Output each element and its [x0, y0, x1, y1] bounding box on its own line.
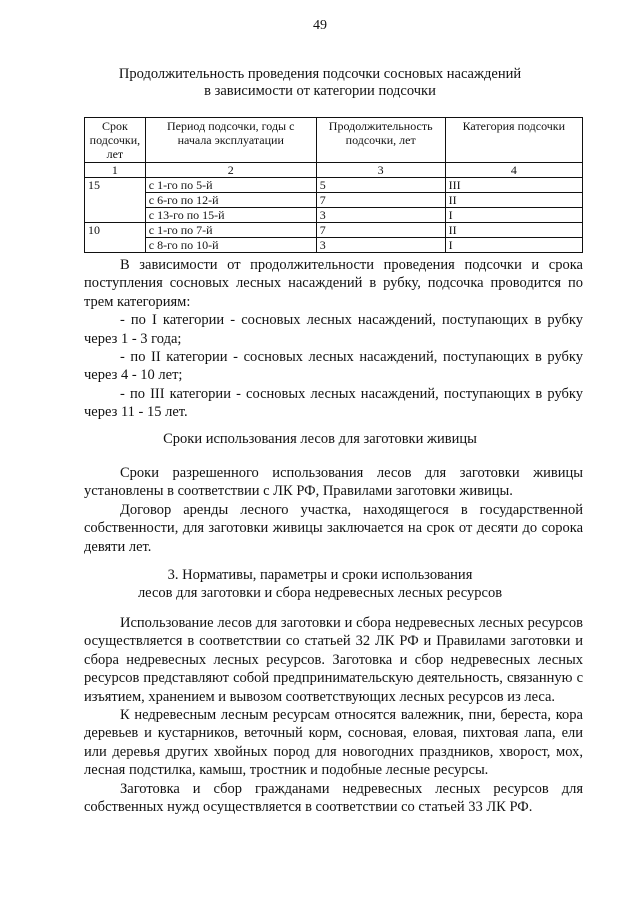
table-title — [0, 66, 640, 100]
duration-cell: 5 — [316, 178, 445, 193]
table-title-line2: в зависимости от категории подсочки — [204, 83, 436, 99]
category-cell: II — [445, 193, 582, 208]
list-item: - по I категории - сосновых лесных насаждений, поступающих в рубку через 1 - 3 года; — [84, 312, 583, 347]
section-heading-3 — [0, 566, 640, 602]
period-cell: с 1-го по 5-й — [145, 178, 316, 193]
table-title-line1: Продолжительность проведения подсочки сосновых насаждений — [118, 66, 522, 82]
list-item: - по III категории - сосновых лесных насаждений, поступающих в рубку через 11 - 15 лет. — [84, 385, 583, 421]
category-cell: III — [445, 178, 582, 193]
column-number: 1 — [85, 163, 146, 178]
column-number: 3 — [316, 163, 445, 178]
resin-tapping-table — [84, 117, 583, 253]
paragraph: Использование лесов для заготовки и сбора недревесных лесных ресурсов осуществляется в соответствии со статьей 32 ЛК РФ и Правилами заготовки и сбора недревесных лесных ресурсов. Заготовка и сбор недревесных лесных ресурсов представляют собой предпринимательскую деятельность, связанную с изъятием, хранением и вывозом соответствующих лесных ресурсов из леса. — [84, 615, 583, 705]
period-cell: с 8-го по 10-й — [145, 238, 316, 253]
header-duration: Продолжительность подсочки, лет — [316, 118, 445, 163]
header-category: Категория подсочки — [445, 118, 582, 163]
section-heading-3-line2: лесов для заготовки и сбора недревесных лесных ресурсов — [137, 585, 503, 601]
period-cell: с 1-го по 7-й — [145, 223, 316, 238]
category-cell: II — [445, 223, 582, 238]
paragraph: Договор аренды лесного участка, находящегося в государственной собственности, для заготовки живицы заключается на срок от десяти до сорока девяти лет. — [84, 501, 583, 555]
header-term: Срок подсочки, лет — [85, 118, 146, 163]
table-row — [85, 238, 583, 253]
header-period: Период подсочки, годы с начала эксплуатации — [145, 118, 316, 163]
paragraph: Сроки разрешенного использования лесов для заготовки живицы установлены в соответствии с ЛК РФ, Правилами заготовки живицы. — [84, 465, 583, 500]
paragraph: К недревесным лесным ресурсам относятся валежник, пни, береста, кора деревьев и кустарников, веточный корм, сосновая, еловая, пихтовая лапа, ели или деревья других хвойных пород для новогодних праздников, хворост, мох, лесная подстилка, камыш, тростник и подобные лесные ресурсы. — [84, 707, 583, 779]
duration-cell: 7 — [316, 223, 445, 238]
paragraph: В зависимости от продолжительности проведения подсочки и срока поступления сосновых лесных насаждений в рубку, подсочка проводится по трем категориям: — [84, 257, 583, 310]
table-row — [85, 208, 583, 223]
categories-text — [84, 256, 583, 422]
table-header-row — [85, 118, 583, 163]
column-number: 4 — [445, 163, 582, 178]
category-cell: I — [445, 238, 582, 253]
section-heading-3-line1: 3. Нормативы, параметры и сроки использования — [167, 567, 473, 583]
paragraph: Заготовка и сбор гражданами недревесных лесных ресурсов для собственных нужд осуществляется в соответствии со статьей 33 ЛК РФ. — [84, 780, 583, 816]
duration-cell: 3 — [316, 208, 445, 223]
duration-cell: 3 — [316, 238, 445, 253]
period-cell: с 13-го по 15-й — [145, 208, 316, 223]
column-number-row — [85, 163, 583, 178]
term-cell: 10 — [85, 223, 146, 253]
resin-text — [84, 464, 583, 556]
table-row — [85, 193, 583, 208]
non-timber-text — [84, 614, 583, 816]
period-cell: с 6-го по 12-й — [145, 193, 316, 208]
duration-cell: 7 — [316, 193, 445, 208]
page-number: 49 — [313, 18, 327, 33]
list-item: - по II категории - сосновых лесных насаждений, поступающих в рубку через 4 - 10 лет; — [84, 349, 583, 384]
category-cell: I — [445, 208, 582, 223]
table-row — [85, 178, 583, 193]
column-number: 2 — [145, 163, 316, 178]
section-heading-resin: Сроки использования лесов для заготовки живицы — [163, 431, 477, 447]
term-cell: 15 — [85, 178, 146, 223]
table-row — [85, 223, 583, 238]
